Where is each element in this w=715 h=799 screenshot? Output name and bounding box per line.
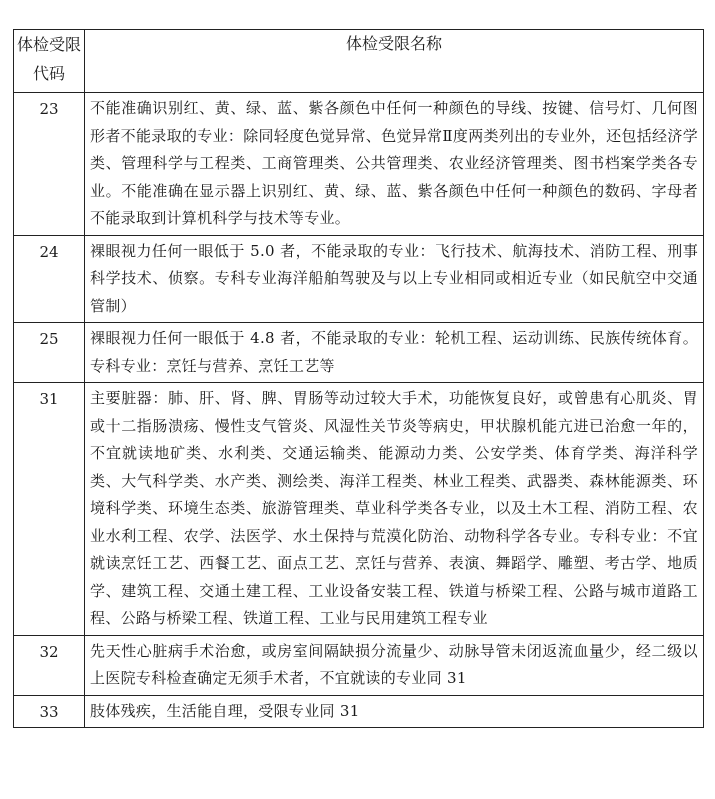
table-row [14, 383, 704, 636]
row-code: 31 [14, 383, 85, 636]
table-row [14, 695, 704, 728]
row-code: 24 [14, 235, 85, 323]
table-row [14, 635, 704, 695]
row-code: 23 [14, 93, 85, 236]
row-code: 33 [14, 695, 85, 728]
row-description: 裸眼视力任何一眼低于 5.0 者，不能录取的专业：飞行技术、航海技术、消防工程、刑事科学技术、侦察。专科专业海洋船舶驾驶及与以上专业相同或相近专业（如民航空中交通管制） [85, 235, 704, 323]
row-description: 肢体残疾，生活能自理，受限专业同 31 [85, 695, 704, 728]
table-header-row [14, 30, 704, 93]
table-row [14, 235, 704, 323]
row-description: 不能准确识别红、黄、绿、蓝、紫各颜色中任何一种颜色的导线、按键、信号灯、几何图形者不能录取的专业：除同轻度色觉异常、色觉异常Ⅱ度两类列出的专业外，还包括经济学类、管理科学与工程类、工商管理类、公共管理类、农业经济管理类、图书档案学类各专业。不能准确在显示器上识别红、黄、绿、蓝、紫各颜色中任何一种颜色的数码、字母者不能录取到计算机科学与技术等专业。 [85, 93, 704, 236]
restriction-table [13, 29, 704, 728]
row-description: 先天性心脏病手术治愈，或房室间隔缺损分流量少、动脉导管未闭返流血量少，经二级以上医院专科检查确定无须手术者，不宜就读的专业同 31 [85, 635, 704, 695]
row-code: 25 [14, 323, 85, 383]
table-row [14, 323, 704, 383]
row-description: 主要脏器：肺、肝、肾、脾、胃肠等动过较大手术，功能恢复良好，或曾患有心肌炎、胃或十二指肠溃疡、慢性支气管炎、风湿性关节炎等病史，甲状腺机能亢进已治愈一年的，不宜就读地矿类、水利类、交通运输类、能源动力类、公安学类、体育学类、海洋科学类、大气科学类、水产类、测绘类、海洋工程类、林业工程类、武器类、森林能源类、环境科学类、环境生态类、旅游管理类、草业科学类各专业，以及土木工程、消防工程、农业水利工程、农学、法医学、水土保持与荒漠化防治、动物科学各专业。专科专业：不宜就读烹饪工艺、西餐工艺、面点工艺、烹饪与营养、表演、舞蹈学、雕塑、考古学、地质学、建筑工程、交通土建工程、工业设备安装工程、铁道与桥梁工程、公路与城市道路工程、公路与桥梁工程、铁道工程、工业与民用建筑工程专业 [85, 383, 704, 636]
header-code: 体检受限代码 [14, 30, 85, 93]
header-name: 体检受限名称 [85, 30, 704, 93]
table-row [14, 93, 704, 236]
row-code: 32 [14, 635, 85, 695]
row-description: 裸眼视力任何一眼低于 4.8 者，不能录取的专业：轮机工程、运动训练、民族传统体育。专科专业：烹饪与营养、烹饪工艺等 [85, 323, 704, 383]
